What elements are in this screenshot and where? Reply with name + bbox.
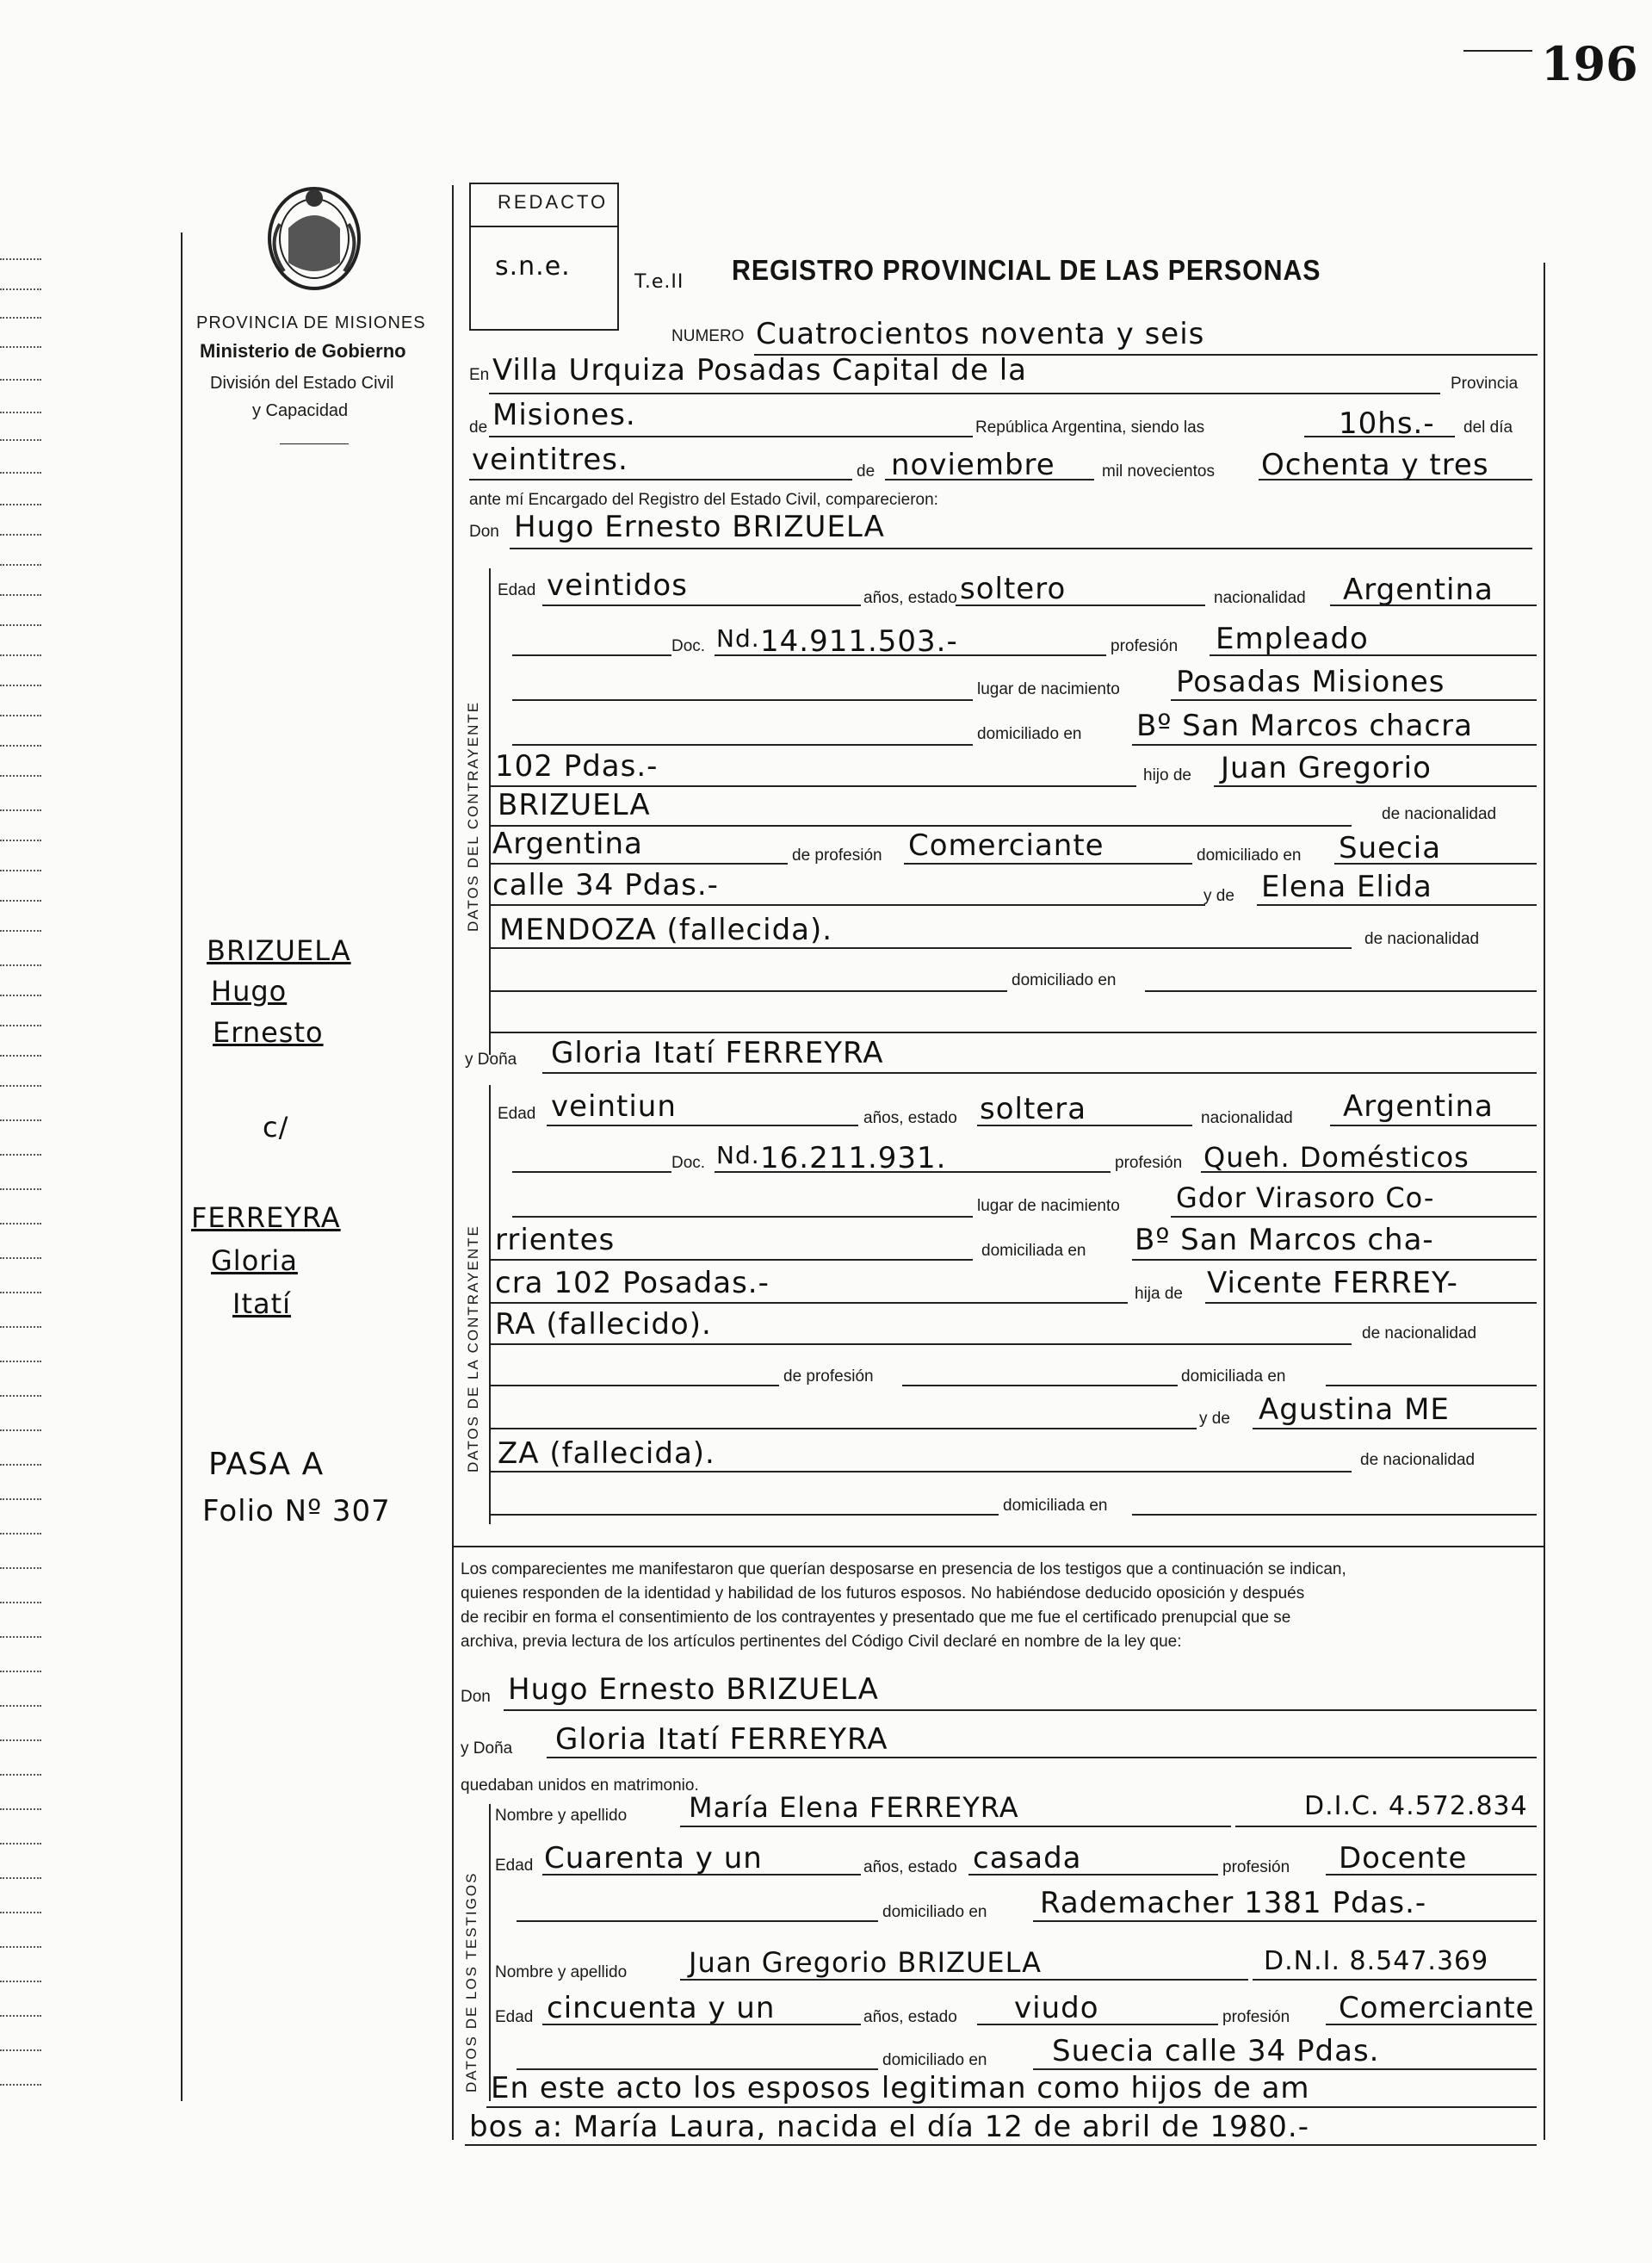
value-groom-padre-domicilio-1: Suecia	[1339, 831, 1442, 865]
line-bride-blank-4	[902, 1385, 1178, 1386]
value-witness2-profesion: Comerciante	[1339, 1991, 1535, 2025]
label-edad-t2: Edad	[495, 2008, 534, 2026]
label-anos-estado-t1: años, estado	[863, 1858, 957, 1876]
label-profesion-g: profesión	[1111, 637, 1179, 655]
document-title: REGISTRO PROVINCIAL DE LAS PERSONAS	[732, 254, 1321, 286]
label-dona-declared: y Doña	[461, 1739, 513, 1758]
value-bride-madre-1: Agustina ME	[1259, 1392, 1450, 1427]
label-doc-b: Doc.	[671, 1154, 706, 1172]
label-numero: NUMERO	[671, 327, 745, 345]
label-republica: República Argentina, siendo las	[975, 418, 1205, 437]
value-bride-padre-2: RA (fallecido).	[495, 1307, 712, 1342]
stamp-label: REDACTO	[498, 191, 609, 213]
line-bride-blank-3	[491, 1385, 779, 1386]
value-dia: veintitres.	[472, 443, 628, 477]
coat-of-arms-seal	[258, 177, 370, 293]
label-lugar-nacimiento-g: lugar de nacimiento	[977, 680, 1120, 698]
label-ante: ante mí Encargado del Registro del Estado Civil, comparecieron:	[469, 491, 938, 509]
label-de-nacionalidad-g1: de nacionalidad	[1382, 805, 1497, 823]
value-witness1-nombre: María Elena FERREYRA	[689, 1791, 1019, 1824]
value-numero: Cuatrocientos noventa y seis	[756, 317, 1205, 351]
line-groom-padre	[1214, 785, 1537, 787]
line-groom-name	[510, 548, 1532, 549]
line-witness2-domicilio	[1033, 2068, 1537, 2070]
value-groom-profesion: Empleado	[1216, 622, 1369, 656]
line-bride-name	[542, 1072, 1537, 1074]
value-groom-edad: veintidos	[547, 568, 688, 603]
label-hijo-de: hijo de	[1143, 766, 1191, 784]
label-de: de	[469, 418, 488, 437]
header-rule	[280, 443, 349, 444]
line-groom-domicilio	[1132, 744, 1537, 746]
line-groom-nacionalidad	[1330, 604, 1537, 606]
label-anos-estado-g: años, estado	[863, 589, 957, 607]
value-bride-estado: soltera	[980, 1092, 1087, 1126]
statement-line-1: Los comparecientes me manifestaron que querían desposarse en presencia de los testigos que a continuación se indican,	[461, 1560, 1346, 1578]
line-bride-nacionalidad	[1330, 1125, 1537, 1126]
label-nombre-t1: Nombre y apellido	[495, 1807, 628, 1825]
line-groom-blank-3	[512, 744, 973, 746]
line-witness2-estado	[977, 2024, 1218, 2025]
label-quedaban: quedaban unidos en matrimonio.	[461, 1776, 699, 1795]
label-datos-la-contrayente: DATOS DE LA CONTRAYENTE	[465, 1224, 481, 1472]
bride-section-rule	[489, 1085, 491, 1524]
label-nacionalidad-b: nacionalidad	[1201, 1109, 1293, 1127]
margin-folio: Folio Nº 307	[202, 1494, 391, 1528]
label-y-de-g: y de	[1203, 887, 1234, 905]
value-witness2-nombre: Juan Gregorio BRIZUELA	[689, 1946, 1043, 1979]
page-number-rule	[1463, 50, 1532, 52]
line-witness2-blank	[517, 2068, 878, 2070]
label-nacionalidad-g: nacionalidad	[1214, 589, 1306, 607]
line-witness2-profesion	[1326, 2024, 1537, 2025]
line-groom-padre-domicilio	[1334, 863, 1537, 865]
line-bride-padre	[1205, 1302, 1537, 1304]
label-domiciliada-en-b2: domiciliada en	[1181, 1367, 1286, 1386]
line-bride-blank-1	[512, 1171, 671, 1173]
value-groom-domicilio-2: 102 Pdas.-	[495, 749, 659, 784]
value-declared-groom: Hugo Ernesto BRIZUELA	[508, 1672, 879, 1707]
value-witness1-edad: Cuarenta y un	[544, 1841, 763, 1876]
value-bride-lugar-nacimiento-2: rrientes	[495, 1223, 616, 1257]
line-bride-edad	[547, 1125, 858, 1126]
line-groom-estado	[956, 604, 1205, 606]
value-bride-profesion: Queh. Domésticos	[1203, 1141, 1469, 1174]
label-mil-novecientos: mil novecientos	[1102, 462, 1215, 480]
value-bride-doc-type: Nd.	[716, 1141, 760, 1169]
line-groom-blank-1	[512, 654, 671, 656]
label-domiciliada-b3: domiciliada en	[1003, 1497, 1108, 1515]
label-profesion-t2: profesión	[1222, 2008, 1290, 2026]
value-groom-doc-type: Nd.	[716, 624, 760, 653]
label-profesion-b: profesión	[1115, 1154, 1183, 1172]
statement-line-4: archiva, previa lectura de los artículos pertinentes del Código Civil declaré en nombre de la ley que:	[461, 1633, 1182, 1651]
label-anos-estado-t2: años, estado	[863, 2008, 957, 2026]
value-witness2-estado: viudo	[1014, 1991, 1099, 2025]
record-note-line-1: En este acto los esposos legitiman como hijos de am	[491, 2071, 1310, 2105]
left-margin-dots	[0, 0, 43, 2263]
page-number: 196	[1541, 36, 1638, 91]
value-bride-doc: 16.211.931.	[760, 1141, 947, 1175]
label-dona: y Doña	[465, 1051, 517, 1069]
label-de-nacionalidad-g2: de nacionalidad	[1364, 930, 1480, 948]
divider-statement	[452, 1546, 1544, 1547]
statement-line-2: quienes responden de la identidad y habilidad de los futuros esposos. No habiéndose deducido oposición y después	[461, 1584, 1305, 1603]
value-witness2-domicilio: Suecia calle 34 Pdas.	[1052, 2034, 1380, 2068]
line-mes	[885, 479, 1094, 480]
line-bride-doc	[715, 1171, 1111, 1173]
label-de-profesion-g: de profesión	[792, 846, 882, 865]
form-right-border	[1544, 263, 1545, 2140]
value-groom-padre-nacionalidad: Argentina	[492, 827, 643, 861]
header-division-1: División del Estado Civil	[210, 374, 394, 393]
value-bride-lugar-nacimiento-1: Gdor Virasoro Co-	[1176, 1181, 1435, 1214]
line-groom-blank-2	[512, 699, 973, 701]
line-dia	[469, 479, 852, 480]
line-groom-padre-profesion	[904, 863, 1192, 865]
margin-bride-name-1: Gloria	[211, 1244, 298, 1277]
stamp-tome: T.e.II	[634, 271, 684, 293]
left-margin-rule	[181, 232, 183, 2101]
margin-pasa-a: PASA A	[208, 1447, 325, 1482]
label-de-nacionalidad-b2: de nacionalidad	[1360, 1451, 1476, 1469]
label-de-nacionalidad-b1: de nacionalidad	[1362, 1324, 1477, 1342]
margin-groom-name-2: Ernesto	[213, 1016, 324, 1049]
line-bride-blank-5	[1326, 1385, 1537, 1386]
value-declared-bride: Gloria Itatí FERREYRA	[555, 1722, 888, 1757]
value-groom-padre-1: Juan Gregorio	[1221, 751, 1432, 785]
stamp-rule	[469, 226, 617, 227]
value-witness2-edad: cincuenta y un	[547, 1991, 776, 2025]
line-groom-profesion	[1210, 654, 1537, 656]
line-witness1-nombre	[680, 1826, 1231, 1827]
label-de-profesion-b: de profesión	[783, 1367, 874, 1386]
form-left-border	[452, 185, 454, 2140]
margin-groom-name-1: Hugo	[211, 975, 288, 1008]
label-domiciliado-t2: domiciliado en	[882, 2051, 987, 2069]
line-groom-doc	[715, 654, 1106, 656]
header-ministry: Ministerio de Gobierno	[200, 340, 406, 362]
label-edad-t1: Edad	[495, 1857, 534, 1875]
line-note-1	[486, 2106, 1537, 2108]
line-bride-blank-8	[1132, 1514, 1537, 1516]
line-provincia	[489, 436, 973, 437]
label-domiciliado-g: domiciliado en	[1012, 971, 1117, 989]
line-witness2-edad	[542, 2024, 861, 2025]
value-groom-padre-domicilio-2: calle 34 Pdas.-	[492, 868, 719, 902]
label-don: Don	[469, 523, 499, 541]
label-datos-testigos: DATOS DE LOS TESTIGOS	[463, 1871, 480, 2092]
value-hora: 10hs.-	[1339, 406, 1435, 441]
label-domiciliado-t1: domiciliado en	[882, 1903, 987, 1921]
line-hora	[1304, 436, 1455, 437]
value-groom-estado: soltero	[960, 572, 1067, 606]
line-bride-estado	[977, 1125, 1192, 1126]
value-groom-nacionalidad: Argentina	[1343, 573, 1494, 607]
statement-line-3: de recibir en forma el consentimiento de los contrayentes y presentado que me fue el certificado prenupcial que se	[461, 1609, 1291, 1627]
value-groom-madre-1: Elena Elida	[1261, 870, 1432, 904]
line-anio	[1259, 479, 1532, 480]
value-witness1-domicilio: Rademacher 1381 Pdas.-	[1040, 1886, 1427, 1920]
label-en: En	[469, 366, 490, 384]
line-groom-domicilio-2	[491, 785, 1136, 787]
line-groom-padre-nacionalidad	[491, 863, 788, 865]
label-datos-contrayente: DATOS DEL CONTRAYENTE	[465, 700, 481, 932]
label-nombre-t2: Nombre y apellido	[495, 1963, 628, 1981]
groom-section-rule	[489, 568, 491, 1055]
label-hija-de: hija de	[1135, 1285, 1183, 1303]
value-anio: Ochenta y tres	[1261, 448, 1489, 482]
line-witness1-blank	[517, 1920, 878, 1922]
line-groom-edad	[542, 604, 861, 606]
value-bride-name: Gloria Itatí FERREYRA	[551, 1036, 884, 1070]
value-groom-name: Hugo Ernesto BRIZUELA	[514, 510, 885, 544]
margin-bride-name-2: Itatí	[232, 1287, 292, 1320]
value-mes: noviembre	[891, 448, 1055, 482]
label-del-dia: del día	[1463, 418, 1513, 437]
margin-bride-surname: FERREYRA	[191, 1201, 341, 1234]
value-groom-padre-profesion: Comerciante	[908, 828, 1104, 863]
line-bride-padre-2	[491, 1343, 1352, 1345]
line-declared-groom	[504, 1709, 1537, 1711]
line-bride-domicilio	[1132, 1259, 1537, 1261]
line-groom-lugar-nacimiento	[1171, 699, 1537, 701]
label-doc-g: Doc.	[671, 637, 706, 655]
line-lugar	[489, 393, 1440, 394]
witness-section-rule	[489, 1804, 491, 2101]
label-don-declared: Don	[461, 1688, 491, 1706]
value-groom-padre-2: BRIZUELA	[498, 788, 651, 822]
value-bride-padre-1: Vicente FERREY-	[1207, 1266, 1458, 1300]
value-witness2-doc: D.N.I. 8.547.369	[1264, 1946, 1489, 1976]
value-provincia: Misiones.	[492, 398, 636, 432]
value-bride-domicilio-2: cra 102 Posadas.-	[495, 1266, 770, 1300]
value-bride-domicilio-1: Bº San Marcos cha-	[1135, 1223, 1434, 1257]
label-edad-g: Edad	[498, 581, 536, 599]
line-groom-madre-2	[491, 947, 1352, 949]
line-bride-lugar-nacimiento	[1171, 1216, 1537, 1218]
line-bride-madre	[1253, 1428, 1537, 1429]
record-note-line-2: bos a: María Laura, nacida el día 12 de abril de 1980.-	[469, 2110, 1309, 2144]
value-groom-madre-2: MENDOZA (fallecida).	[499, 913, 833, 947]
value-groom-lugar-nacimiento: Posadas Misiones	[1176, 665, 1445, 699]
value-lugar: Villa Urquiza Posadas Capital de la	[492, 353, 1028, 388]
line-declared-bride	[547, 1757, 1537, 1758]
value-groom-doc: 14.911.503.-	[760, 624, 958, 659]
line-groom-blank-6	[491, 1032, 1537, 1033]
stamp-note: s.n.e.	[495, 251, 571, 282]
label-de-mes: de	[857, 462, 875, 480]
line-bride-profesion	[1201, 1171, 1537, 1173]
header-division-2: y Capacidad	[252, 401, 349, 420]
line-witness1-edad	[542, 1874, 861, 1876]
line-bride-blank-7	[491, 1514, 999, 1516]
value-witness1-profesion: Docente	[1339, 1841, 1468, 1876]
label-profesion-t1: profesión	[1222, 1858, 1290, 1876]
value-witness1-doc: D.I.C. 4.572.834	[1304, 1791, 1528, 1821]
margin-groom-surname: BRIZUELA	[207, 934, 351, 967]
label-y-de-b: y de	[1199, 1410, 1230, 1428]
label-domiciliado-en-g2: domiciliado en	[1197, 846, 1302, 865]
label-provincia: Provincia	[1451, 375, 1519, 393]
line-witness1-doc	[1235, 1826, 1537, 1827]
value-bride-nacionalidad: Argentina	[1343, 1089, 1494, 1124]
line-witness1-estado	[968, 1874, 1218, 1876]
line-note-2	[465, 2144, 1537, 2146]
label-anos-estado-b: años, estado	[863, 1109, 957, 1127]
label-domiciliada-en-b: domiciliada en	[981, 1242, 1086, 1260]
value-witness1-estado: casada	[973, 1841, 1082, 1876]
line-bride-lugar-nacimiento-2	[491, 1259, 973, 1261]
line-bride-blank-6	[491, 1428, 1197, 1429]
line-witness2-nombre	[680, 1979, 1248, 1981]
header-province: PROVINCIA DE MISIONES	[196, 313, 426, 332]
value-bride-edad: veintiun	[551, 1089, 677, 1124]
line-bride-blank-2	[512, 1216, 973, 1218]
line-groom-blank-5	[1145, 990, 1537, 992]
margin-conjunction: c/	[263, 1111, 289, 1144]
label-edad-b: Edad	[498, 1105, 536, 1123]
line-bride-madre-2	[491, 1471, 1352, 1472]
line-witness2-doc	[1253, 1979, 1537, 1981]
value-groom-domicilio-1: Bº San Marcos chacra	[1136, 709, 1473, 743]
line-witness1-domicilio	[1033, 1920, 1537, 1922]
line-bride-domicilio-2	[491, 1302, 1128, 1304]
line-groom-madre	[1257, 904, 1537, 906]
label-lugar-nacimiento-b: lugar de nacimiento	[977, 1197, 1120, 1215]
line-groom-padre-domicilio-2	[491, 904, 1205, 906]
line-groom-blank-4	[491, 990, 1007, 992]
line-witness1-profesion	[1326, 1874, 1537, 1876]
value-bride-madre-2: ZA (fallecida).	[498, 1436, 715, 1471]
label-domiciliado-en-g: domiciliado en	[977, 725, 1082, 743]
